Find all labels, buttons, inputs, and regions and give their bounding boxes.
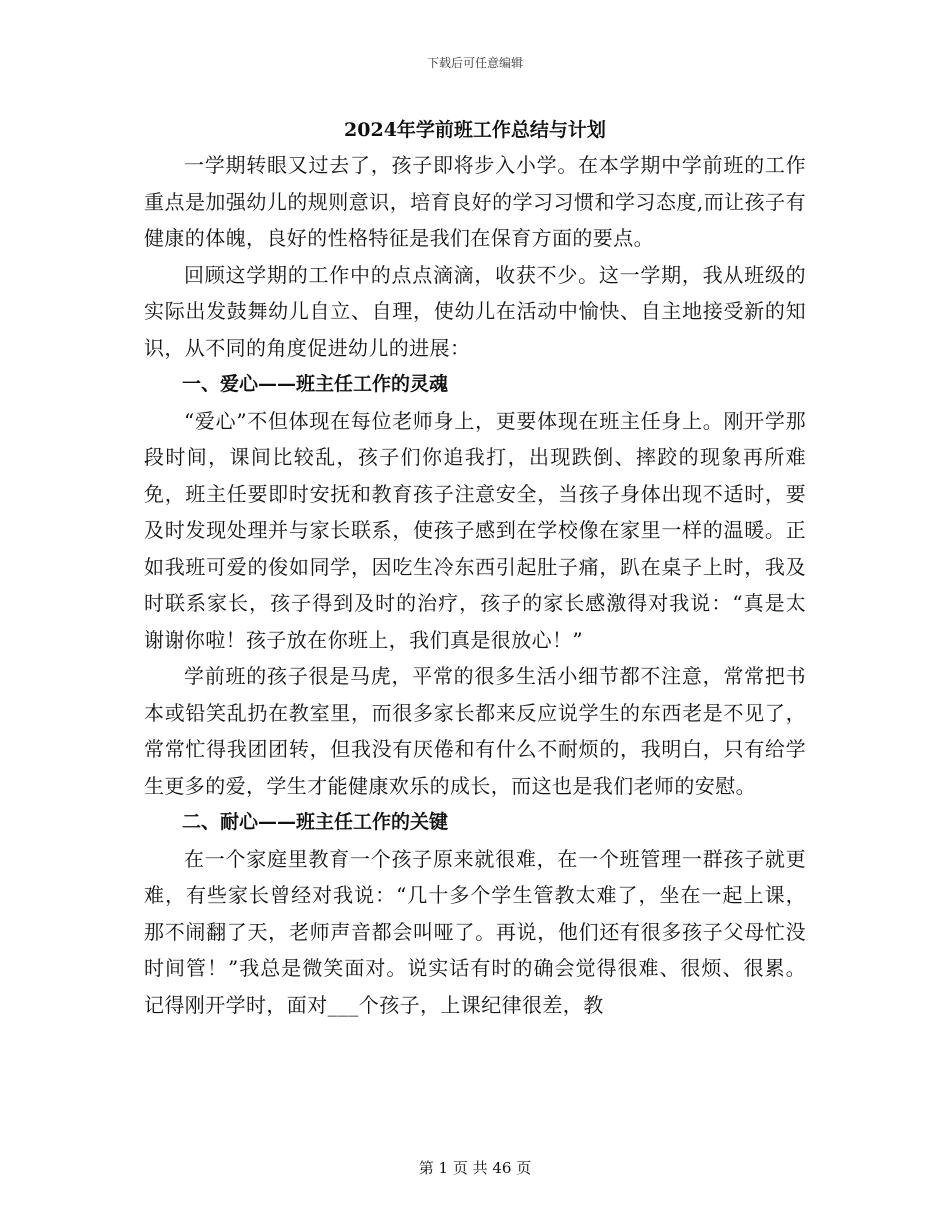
document-body: [144, 147, 806, 1023]
intro-paragraph-2: 回顾这学期的工作中的点点滴滴，收获不少。这一学期，我从班级的实际出发鼓舞幼儿自立、自理，使幼儿在活动中愉快、自主地接受新的知识，从不同的角度促进幼儿的进展：: [144, 262, 806, 360]
document-title: 2024年学前班工作总结与计划: [344, 119, 606, 141]
page-number: 第 1 页 共 46 页: [418, 1159, 532, 1177]
section2-paragraph-1: 在一个家庭里教育一个孩子原来就很难，在一个班管理一群孩子就更难，有些家长曾经对我说：“几十多个学生管教太难了，坐在一起上课，那不闹翻了天，老师声音都会叫哑了。再说，他们还有很多孩子父母忙没时间管！”我总是微笑面对。说实话有时的确会觉得很难、很烦、很累。记得刚开学时，面对___个孩子，上课纪律很差，教: [144, 846, 806, 1017]
section-heading-patience: 二、耐心——班主任工作的关键: [182, 811, 449, 833]
header-note: 下载后可任意编辑: [426, 56, 523, 70]
intro-paragraph-1: 一学期转眼又过去了，孩子即将步入小学。在本学期中学前班的工作重点是加强幼儿的规则意识，培育良好的学习习惯和学习态度,而让孩子有健康的体魄，良好的性格特征是我们在保育方面的要点。: [144, 153, 806, 250]
section-heading-love: 一、爱心——班主任工作的灵魂: [182, 373, 449, 395]
section1-paragraph-2: 学前班的孩子很是马虎，平常的很多生活小细节都不注意，常常把书本或铅笑乱扔在教室里，而很多家长都来反应说学生的东西老是不见了，常常忙得我团团转，但我没有厌倦和有什么不耐烦的，我明白，只有给学生更多的爱，学生才能健康欢乐的成长，而这也是我们老师的安慰。: [144, 664, 806, 798]
section1-paragraph-1: “爱心”不但体现在每位老师身上，更要体现在班主任身上。刚开学那段时间，课间比较乱，孩子们你追我打，出现跌倒、摔跤的现象再所难免，班主任要即时安抚和教育孩子注意安全，当孩子身体出现不适时，要及时发现处理并与家长联系，使孩子感到在学校像在家里一样的温暖。正如我班可爱的俊如同学，因吃生冷东西引起肚子痛，趴在桌子上时，我及时联系家长，孩子得到及时的治疗，孩子的家长感激得对我说：“真是太谢谢你啦！孩子放在你班上，我们真是很放心！”: [144, 408, 806, 652]
